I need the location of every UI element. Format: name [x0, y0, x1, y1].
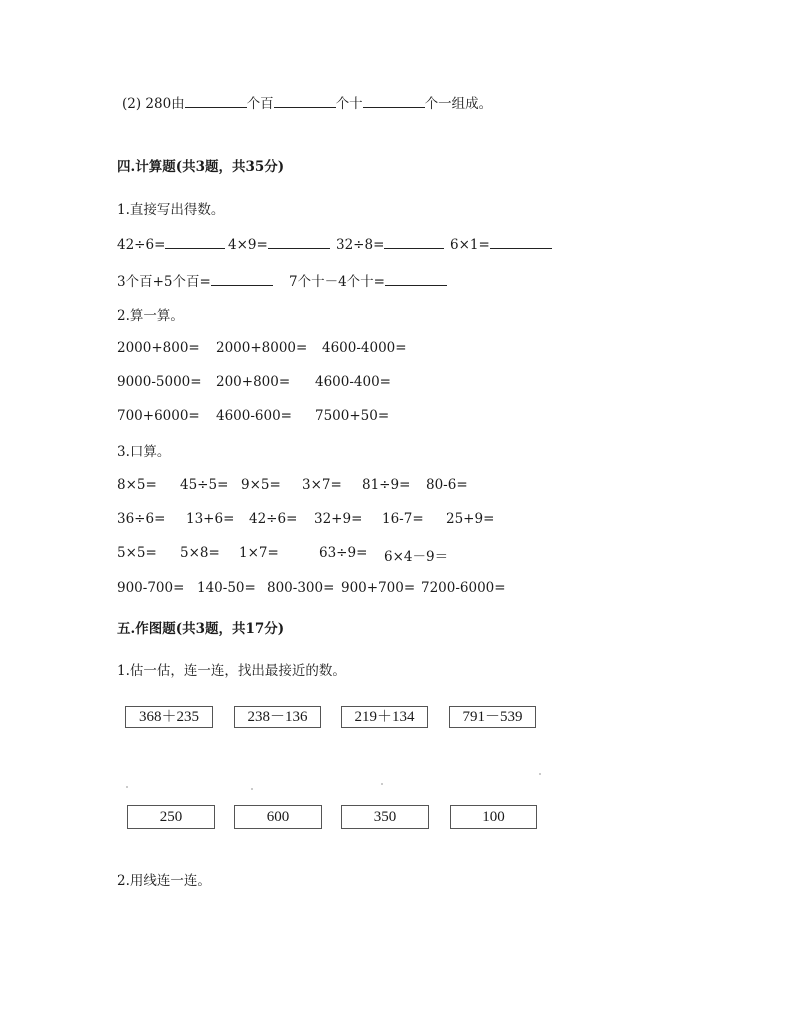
- question-prefix: (2) 280由: [122, 96, 185, 112]
- calc-item: 25+9=: [446, 511, 495, 527]
- calc-item: 42÷6=: [249, 511, 298, 527]
- calc-item: 4600-4000=: [322, 340, 407, 356]
- calc-item: 4×9=: [228, 234, 330, 253]
- calc-item: 32÷8=: [336, 234, 444, 253]
- section-5-title: 五.作图题(共3题，共17分): [117, 621, 285, 637]
- answer-blank[interactable]: [165, 234, 225, 249]
- section-4-q3-title: 3.口算。: [117, 444, 171, 460]
- number-box[interactable]: 250: [127, 805, 215, 829]
- calc-item: 3×7=: [302, 477, 342, 493]
- calc-item: 9×5=: [241, 477, 281, 493]
- answer-blank[interactable]: [384, 234, 444, 249]
- faint-mark: [381, 783, 383, 785]
- calc-item: 140-50=: [197, 580, 256, 596]
- calc-item: 200+800=: [216, 374, 291, 390]
- expression-box[interactable]: 219＋134: [341, 706, 428, 728]
- blank-ones[interactable]: [363, 93, 425, 108]
- label-tens: 个十: [335, 96, 363, 112]
- calc-item: 7500+50=: [315, 408, 390, 424]
- calc-item: 81÷9=: [362, 477, 411, 493]
- calc-item: 6×1=: [450, 234, 552, 253]
- calc-item: 13+6=: [186, 511, 235, 527]
- fill-in-question-280: [122, 93, 492, 114]
- calc-item: 4600-600=: [216, 408, 292, 424]
- faint-mark: [126, 786, 128, 788]
- calc-item: 3个百+5个百=: [117, 270, 273, 290]
- calc-item: 16-7=: [382, 511, 424, 527]
- calc-item: 36÷6=: [117, 511, 166, 527]
- label-hundreds: 个百: [246, 96, 274, 112]
- faint-mark: [539, 773, 541, 775]
- expression-box[interactable]: 791－539: [449, 706, 536, 728]
- blank-tens[interactable]: [274, 93, 336, 108]
- calc-item: 900-700=: [117, 580, 185, 596]
- number-box[interactable]: 350: [341, 805, 429, 829]
- calc-item: 1×7=: [239, 545, 279, 561]
- calc-item: 5×8=: [180, 545, 220, 561]
- section-4-q1-title: 1.直接写出得数。: [117, 202, 225, 218]
- calc-item: 45÷5=: [180, 477, 229, 493]
- expression-box[interactable]: 238－136: [234, 706, 321, 728]
- faint-mark: [251, 788, 253, 790]
- blank-hundreds[interactable]: [185, 93, 247, 108]
- number-box[interactable]: 600: [234, 805, 322, 829]
- calc-item: 700+6000=: [117, 408, 200, 424]
- calc-item: 7200-6000=: [421, 580, 506, 596]
- answer-blank[interactable]: [211, 271, 273, 286]
- number-box[interactable]: 100: [450, 805, 537, 829]
- calc-item: 9000-5000=: [117, 374, 202, 390]
- calc-item: 6×4－9＝: [384, 549, 449, 565]
- calc-item: 7个十－4个十=: [289, 270, 447, 290]
- calc-item: 2000+8000=: [216, 340, 308, 356]
- calc-item: 800-300=: [267, 580, 335, 596]
- calc-item: 5×5=: [117, 545, 157, 561]
- calc-item: 63÷9=: [319, 545, 368, 561]
- section-4-q2-title: 2.算一算。: [117, 308, 184, 324]
- answer-blank[interactable]: [385, 271, 447, 286]
- calc-item: 900+700=: [341, 580, 416, 596]
- calc-item: 32+9=: [314, 511, 363, 527]
- calc-item: 4600-400=: [315, 374, 391, 390]
- answer-blank[interactable]: [268, 234, 330, 249]
- calc-item: 8×5=: [117, 477, 157, 493]
- calc-item: 2000+800=: [117, 340, 200, 356]
- section-5-q1-title: 1.估一估，连一连，找出最接近的数。: [117, 663, 346, 679]
- calc-item: 42÷6=: [117, 234, 225, 253]
- expression-box[interactable]: 368＋235: [125, 706, 213, 728]
- calc-item: 80-6=: [426, 477, 468, 493]
- answer-blank[interactable]: [490, 234, 552, 249]
- section-4-title: 四.计算题(共3题，共35分): [117, 159, 285, 175]
- label-ones: 个一组成。: [424, 96, 493, 112]
- section-5-q2-title: 2.用线连一连。: [117, 873, 211, 889]
